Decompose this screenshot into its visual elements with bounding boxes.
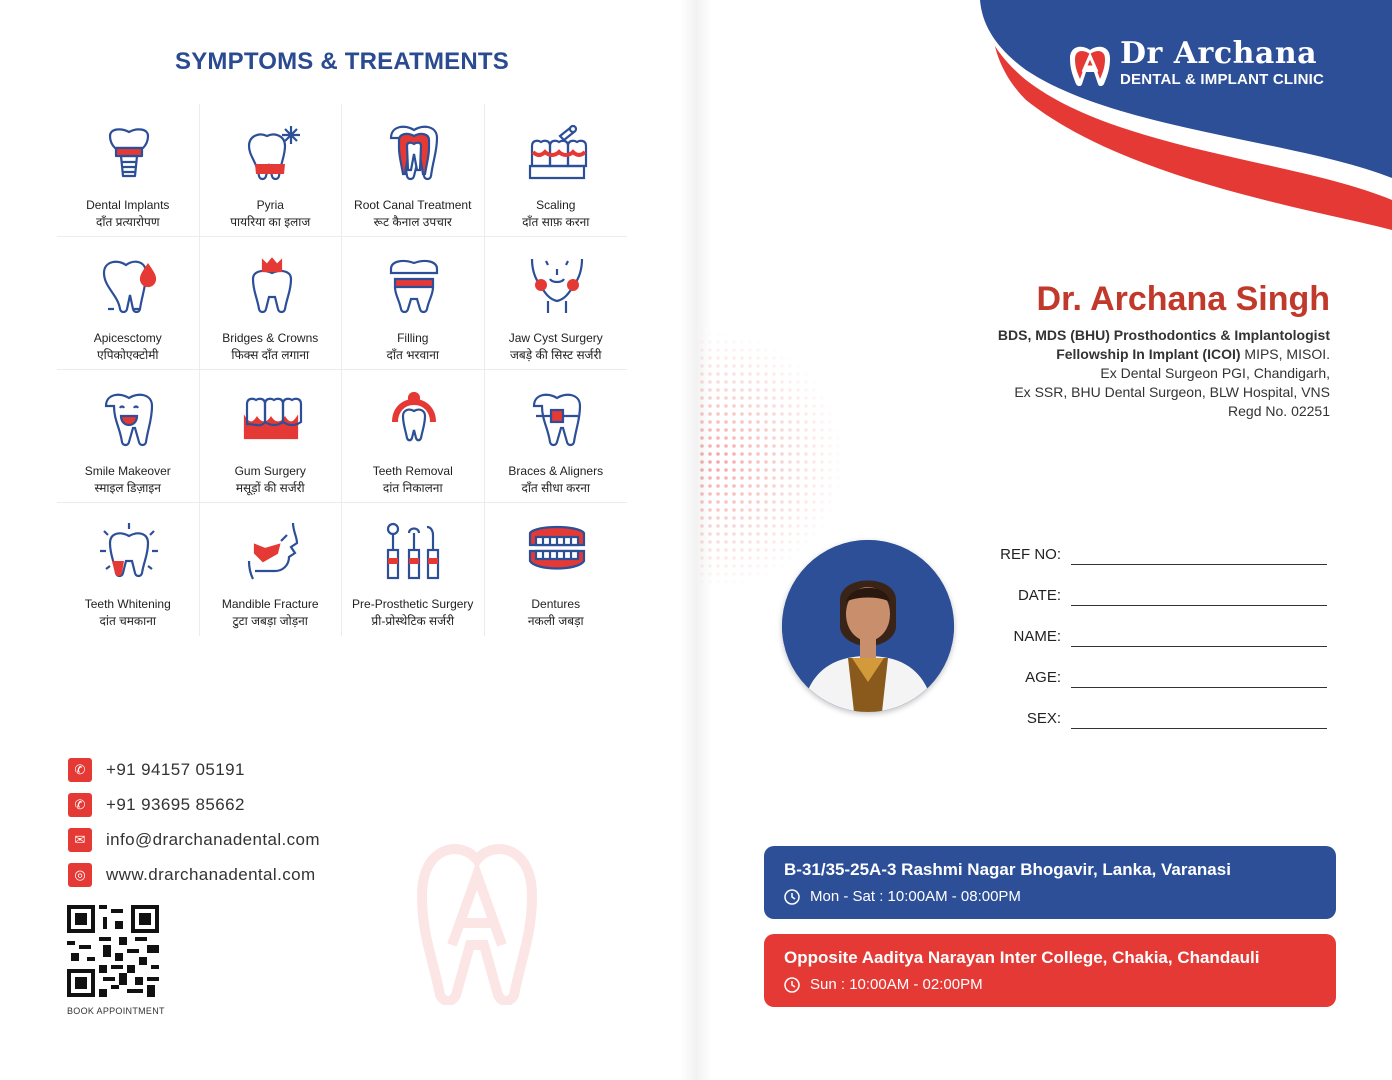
treatment-name-en: Pyria [256,198,284,212]
date-label: DATE: [1017,587,1061,604]
contact-phone-1[interactable] [68,752,320,787]
doctor-name: Dr. Archana Singh [1036,280,1330,318]
logo-watermark-icon [412,835,542,1005]
treatment-name-en: Scaling [536,198,576,212]
phone-icon: ✆ [68,793,92,817]
contact-phone-2[interactable] [68,787,320,822]
treatment-card [57,370,200,503]
gum-icon [241,388,303,450]
treatment-card [57,503,200,636]
doctor-qualifications [998,326,1330,421]
form-row-sex [996,688,1327,729]
ref-label: REF NO: [1000,546,1061,563]
treatment-name-hi: प्री-प्रोस्थेटिक सर्जरी [371,614,455,628]
contact-email[interactable] [68,822,320,857]
doctor-photo [782,540,954,712]
doctor-avatar-icon [782,540,954,712]
filling-icon [383,255,445,317]
treatment-name-en: Apicesctomy [93,331,162,345]
treatment-card [342,104,485,237]
form-row-age [996,647,1327,688]
section-title: SYMPTOMS & TREATMENTS [175,48,509,75]
qualification-line: MIPS, MISOI. [1240,346,1330,362]
form-row-ref [996,524,1327,565]
treatment-card [485,503,628,636]
treatment-name-hi: फिक्स दाँत लगाना [231,348,310,362]
treatments-grid [57,104,627,636]
root-canal-icon [383,122,445,184]
treatment-name-en: Dentures [531,597,581,611]
instruments-icon [383,521,445,583]
treatment-name-en: Dental Implants [86,198,170,212]
treatment-name-en: Gum Surgery [234,464,306,478]
treatment-name-hi: स्माइल डिज़ाइन [94,481,161,495]
header-wave-shape [696,0,1392,230]
treatment-card [485,104,628,237]
treatment-name-hi: टुटा जबड़ा जोड़ना [232,614,308,628]
hours-row [784,976,1316,993]
hours-text: Sun : 10:00AM - 02:00PM [810,976,983,993]
qualification-line: Fellowship In Implant (ICOI) [1056,346,1241,362]
clinic-logo-icon [1066,42,1114,86]
age-field[interactable] [1071,667,1327,688]
jaw-fracture-icon [241,521,303,583]
treatment-card [200,237,343,370]
treatment-name-hi: रूट कैनाल उपचार [373,215,452,229]
braces-icon [526,388,588,450]
phone-text: +91 93695 85662 [106,794,245,814]
treatment-name-hi: नकली जबड़ा [527,614,584,628]
qualification-line: BDS, MDS (BHU) Prosthodontics & Implantologist [997,327,1330,343]
sex-field[interactable] [1071,708,1327,729]
treatment-card [200,104,343,237]
name-field[interactable] [1071,626,1327,647]
address-card-varanasi [764,846,1336,919]
qr-code-icon[interactable] [67,905,159,997]
address-text: B-31/35-25A-3 Rashmi Nagar Bhogavir, Lanka, Varanasi [784,860,1231,879]
clinic-logo-subtitle: DENTAL & IMPLANT CLINIC [1120,71,1325,88]
treatment-card [485,370,628,503]
website-text: www.drarchanadental.com [106,864,316,884]
treatment-card [342,370,485,503]
qr-caption: BOOK APPOINTMENT [67,1006,165,1016]
address-card-chandauli [764,934,1336,1007]
treatment-card [200,370,343,503]
treatment-card [200,503,343,636]
ref-field[interactable] [1071,544,1327,565]
treatment-card [57,104,200,237]
treatment-name-en: Filling [397,331,429,345]
extraction-icon [383,388,445,450]
treatment-name-en: Mandible Fracture [221,597,319,611]
form-row-date [996,565,1327,606]
clinic-logo-title: Dr Archana [1120,36,1318,71]
treatment-name-en: Root Canal Treatment [354,198,472,212]
address-text: Opposite Aaditya Narayan Inter College, Chakia, Chandauli [784,948,1260,967]
form-row-name [996,606,1327,647]
treatment-name-hi: दांत चमकाना [99,614,157,628]
clock-icon [784,977,800,993]
treatment-name-hi: दांत निकालना [382,481,443,495]
name-label: NAME: [1013,628,1061,645]
smile-tooth-icon [98,388,160,450]
treatment-name-en: Teeth Whitening [84,597,171,611]
age-label: AGE: [1025,669,1061,686]
whitening-icon [98,521,160,583]
date-field[interactable] [1071,585,1327,606]
treatment-name-hi: दाँत भरवाना [386,348,440,362]
dental-implant-icon [98,122,160,184]
globe-icon: ◎ [68,863,92,887]
treatment-name-hi: दाँत सीधा करना [521,481,591,495]
hours-text: Mon - Sat : 10:00AM - 08:00PM [810,888,1021,905]
treatment-name-en: Pre-Prosthetic Surgery [352,597,474,611]
page-fold [680,0,712,1080]
patient-form [996,524,1327,729]
treatment-name-hi: दाँत साफ़ करना [522,215,590,229]
crown-icon [241,255,303,317]
contact-website[interactable] [68,857,320,892]
treatment-name-en: Bridges & Crowns [222,331,319,345]
hours-row [784,888,1316,905]
treatment-name-hi: मसूड़ों की सर्जरी [235,481,305,495]
phone-text: +91 94157 05191 [106,759,245,779]
contact-list [68,752,320,892]
right-panel [696,0,1392,1080]
treatment-name-hi: जबड़े की सिस्ट सर्जरी [510,348,602,362]
treatment-name-en: Jaw Cyst Surgery [508,331,603,345]
sex-label: SEX: [1026,710,1061,727]
phone-icon: ✆ [68,758,92,782]
treatment-name-en: Smile Makeover [84,464,171,478]
treatment-name-en: Teeth Removal [372,464,453,478]
treatment-card [342,237,485,370]
treatment-name-hi: एपिकोएक्टोमी [96,348,159,362]
pyria-icon [241,122,303,184]
email-icon: ✉ [68,828,92,852]
treatment-card [485,237,628,370]
apicectomy-icon [98,255,160,317]
qualification-line: Ex Dental Surgeon PGI, Chandigarh, [1100,365,1330,381]
dentures-icon [526,521,588,583]
scaling-icon [526,122,588,184]
jaw-cyst-icon [526,255,588,317]
treatment-card [57,237,200,370]
treatment-name-en: Braces & Aligners [508,464,604,478]
treatment-card [342,503,485,636]
treatment-name-hi: दाँत प्रत्यारोपण [95,215,160,229]
treatment-name-hi: पायरिया का इलाज [230,215,311,229]
clock-icon [784,889,800,905]
registration-number: Regd No. 02251 [1228,403,1330,419]
qualification-line: Ex SSR, BHU Dental Surgeon, BLW Hospital, VNS [1014,384,1330,400]
email-text: info@drarchanadental.com [106,829,320,849]
